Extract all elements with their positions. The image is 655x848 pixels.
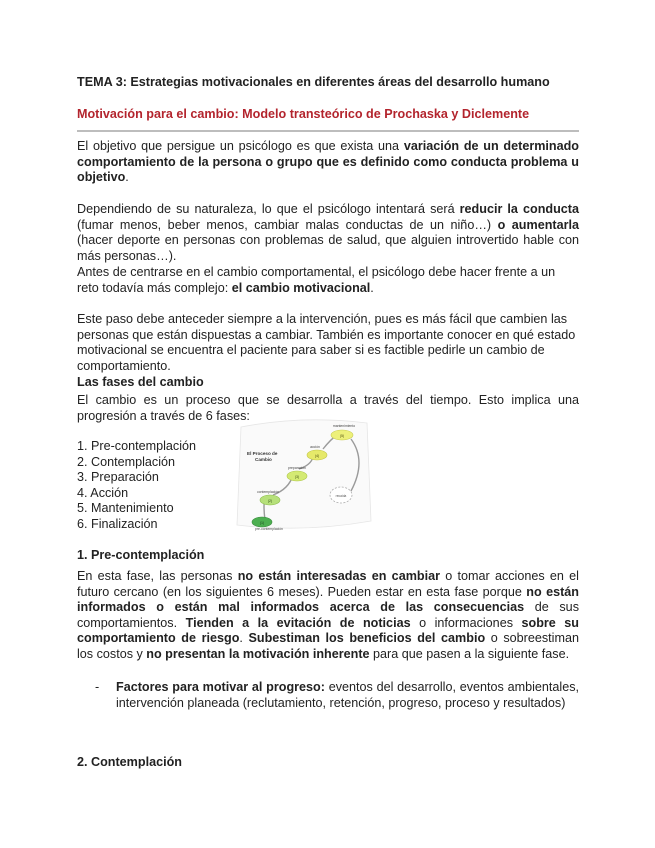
stage2-label: contemplación [257, 490, 279, 494]
text-run: o tomar acciones en el futuro cercano (en los siguientes 6 meses). Pueden estar en esta fase porque [77, 569, 579, 599]
list-item: 6. Finalización [77, 516, 158, 531]
bold-run: no presentan la motivación inherente [146, 646, 370, 661]
text-run: El objetivo que persigue un psicólogo es que exista una [77, 139, 404, 153]
stage5-number: (5) [339, 434, 345, 438]
list-item: 1. Pre-contemplación [77, 439, 197, 453]
change-process-diagram [233, 417, 373, 532]
text-run: (fumar menos, beber menos, cambiar malas conductas de un niño…) [77, 217, 498, 232]
list-item: 5. Mantenimiento [77, 501, 174, 516]
stage1-label: pre-contemplación [255, 527, 283, 531]
divider [77, 130, 579, 132]
bold-run: Subestiman los beneficios del cambio [248, 631, 486, 646]
bold-run: no están interesadas en cambiar [237, 569, 440, 583]
stage2-number: (2) [267, 499, 273, 503]
text-run: eventos del desarrollo, eventos ambientales, intervención planeada (reclutamiento, retención, progreso, proceso y resultados) [116, 680, 579, 710]
paragraph-naturaleza [77, 202, 579, 264]
text-run: Dependiendo de su naturaleza, lo que el psicólogo intentará será [77, 202, 460, 216]
bullet-dash: - [95, 680, 100, 694]
text-run: o informaciones [410, 615, 522, 630]
paragraph-precontemplacion [77, 569, 579, 663]
page-title: TEMA 3: Estrategias motivacionales en diferentes áreas del desarrollo humano [77, 75, 550, 89]
text-run: . [239, 631, 249, 646]
bold-run: el cambio motivacional [231, 280, 371, 295]
stage5-label: mantenimiento [332, 424, 356, 428]
list-item: 2. Contemplación [77, 454, 176, 469]
text-run: o sobreestiman los costos y [77, 631, 579, 661]
list-item: 4. Acción [77, 485, 129, 500]
bold-run: Tienden a la evitación de noticias [185, 615, 411, 630]
section-subtitle: Motivación para el cambio: Modelo transteórico de Prochaska y Diclemente [77, 107, 530, 121]
paragraph-reto [77, 265, 579, 296]
paragraph-anteceder: Este paso debe anteceder siempre a la intervención, pues es más fácil que cambien las personas que están dispuestas a cambiar. También es importante conocer en qué estado motivacional se encuentra el paciente para saber si es factible pedirle un cambio de comportamiento. [77, 312, 576, 373]
bullet-factores [116, 680, 579, 711]
paragraph-fases-intro: El cambio es un proceso que se desarrolla a través del tiempo. Esto implica una progresión a través de 6 fases: [77, 393, 579, 423]
stage1-number: (1) [259, 521, 265, 525]
text-run: Antes de centrarse en el cambio comportamental, el psicólogo debe hacer frente a un reto todavía más complejo: [77, 265, 556, 295]
text-run: para que pasen a la siguiente fase. [369, 646, 570, 661]
bold-run: sobre su comportamiento de riesgo [77, 615, 579, 646]
paragraph-objetivo [77, 139, 579, 186]
heading-contemplacion: 2. Contemplación [77, 755, 182, 769]
stage3-number: (3) [294, 475, 300, 479]
phase-list [77, 439, 227, 533]
bold-run: no están informados o están mal informados acerca de las consecuencias [77, 584, 579, 615]
bold-run: Factores para motivar al progreso: [116, 680, 325, 694]
bold-run: o aumentarla [497, 217, 579, 232]
text-run: (hacer deporte en personas con problemas de salud, que alguien introvertido hable con más personas…). [77, 233, 579, 263]
stage3-label: preparación [288, 466, 306, 470]
text-run: . [370, 280, 374, 295]
heading-precontemplacion: 1. Pre-contemplación [77, 548, 205, 562]
text-run: de sus comportamientos. [77, 600, 579, 630]
stage4-label: acción [310, 445, 320, 449]
list-item: 3. Preparación [77, 470, 159, 485]
stage6-label: recaída [335, 494, 347, 498]
stage4-number: (4) [314, 454, 320, 458]
bold-run: variación de un determinado comportamiento de la persona o grupo que es definido como conducta problema u objetivo [77, 139, 579, 185]
text-run: . [125, 170, 129, 185]
diagram-title-line1: El Proceso de [247, 451, 278, 456]
bold-run: reducir la conducta [459, 202, 579, 216]
heading-fases: Las fases del cambio [77, 375, 204, 389]
text-run: En esta fase, las personas [77, 569, 238, 583]
diagram-title-line2: Cambio [255, 457, 272, 462]
